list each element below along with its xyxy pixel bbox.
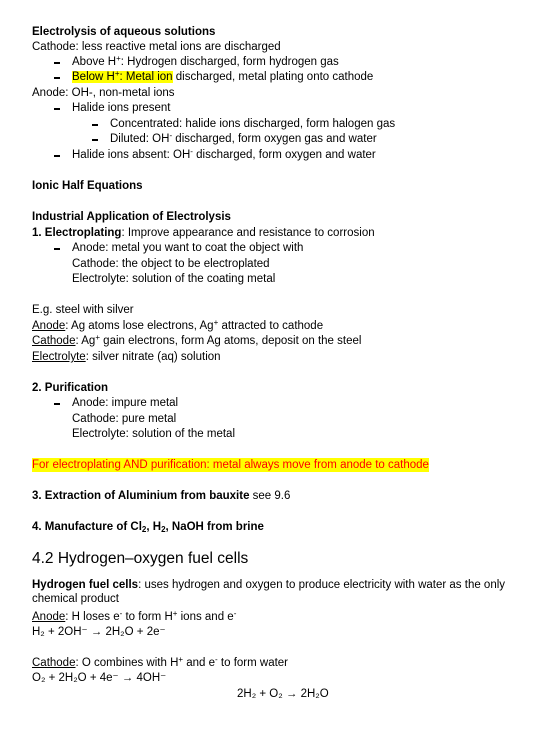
eg-cathode-line: Cathode: Ag+ gain electrons, form Ag atoms, deposit on the steel: [32, 333, 362, 347]
ep-cathode-line: Cathode: the object to be electroplated: [72, 258, 270, 270]
above-h-line: Above H+: Hydrogen discharged, form hydrogen gas: [72, 54, 339, 68]
pu-anode-line: Anode: impure metal: [72, 397, 179, 409]
overall-equation: 2H₂ + O₂ → 2H₂O: [237, 688, 329, 700]
bullet-dash: [92, 139, 98, 141]
extraction-line: 3. Extraction of Aluminium from bauxite see 9.6: [32, 490, 291, 502]
fuel-anode-equation: H₂ + 2OH⁻ → 2H₂O + 2e⁻: [32, 626, 166, 638]
fuel-heading: 4.2 Hydrogen–oxygen fuel cells: [32, 550, 249, 567]
halide-present-line: Halide ions present: [72, 102, 171, 114]
below-h-line: Below H+: Metal ion discharged, metal plating onto cathode: [72, 69, 374, 83]
eg-line: E.g. steel with silver: [32, 304, 134, 316]
pu-electrolyte-line: Electrolyte: solution of the metal: [72, 428, 235, 440]
bullet-dash: [92, 124, 98, 126]
eg-anode-line: Anode: Ag atoms lose electrons, Ag+ attracted to cathode: [32, 318, 324, 332]
bullet-dash: [54, 155, 60, 157]
halide-absent-line: Halide ions absent: OH- discharged, form oxygen and water: [72, 147, 376, 161]
bullet-dash: [54, 403, 60, 405]
anode-line: Anode: OH-, non-metal ions: [32, 87, 175, 99]
industrial-title: Industrial Application of Electrolysis: [32, 211, 231, 223]
pu-cathode-line: Cathode: pure metal: [72, 413, 177, 425]
purification-title: 2. Purification: [32, 382, 109, 394]
ep-electrolyte-line: Electrolyte: solution of the coating metal: [72, 273, 276, 285]
fuel-intro: Hydrogen fuel cells: uses hydrogen and oxygen to produce electricity with water as the only chemical product: [32, 579, 506, 605]
cathode-line: Cathode: less reactive metal ions are discharged: [32, 41, 281, 53]
ep-anode-line: Anode: metal you want to coat the object with: [72, 242, 304, 254]
bullet-dash: [54, 62, 60, 64]
manufacture-line: 4. Manufacture of $Cl_2$, $H_2$, NaOH from brine: [32, 521, 264, 534]
highlight: Below H+: Metal ion: [72, 69, 173, 83]
fuel-cathode-equation: O₂ + 2H₂O + 4e⁻ → 4OH⁻: [32, 672, 167, 684]
fuel-anode-line: Anode: H loses e- to form H+ ions and e-: [32, 609, 237, 623]
electroplating-line: 1. Electroplating: Improve appearance and resistance to corrosion: [32, 227, 375, 239]
highlight-note: For electroplating AND purification: metal always move from anode to cathode: [32, 459, 429, 471]
bullet-dash: [54, 108, 60, 110]
ionic-title: Ionic Half Equations: [32, 180, 143, 192]
concentrated-line: Concentrated: halide ions discharged, form halogen gas: [110, 118, 396, 130]
fuel-cathode-line: Cathode: O combines with H+ and e- to form water: [32, 655, 289, 669]
eg-electrolyte-line: Electrolyte: silver nitrate (aq) solution: [32, 351, 221, 363]
bullet-dash: [54, 248, 60, 250]
section-title: Electrolysis of aqueous solutions: [32, 26, 216, 38]
diluted-line: Diluted: OH- discharged, form oxygen gas and water: [110, 131, 377, 145]
bullet-dash: [54, 77, 60, 79]
